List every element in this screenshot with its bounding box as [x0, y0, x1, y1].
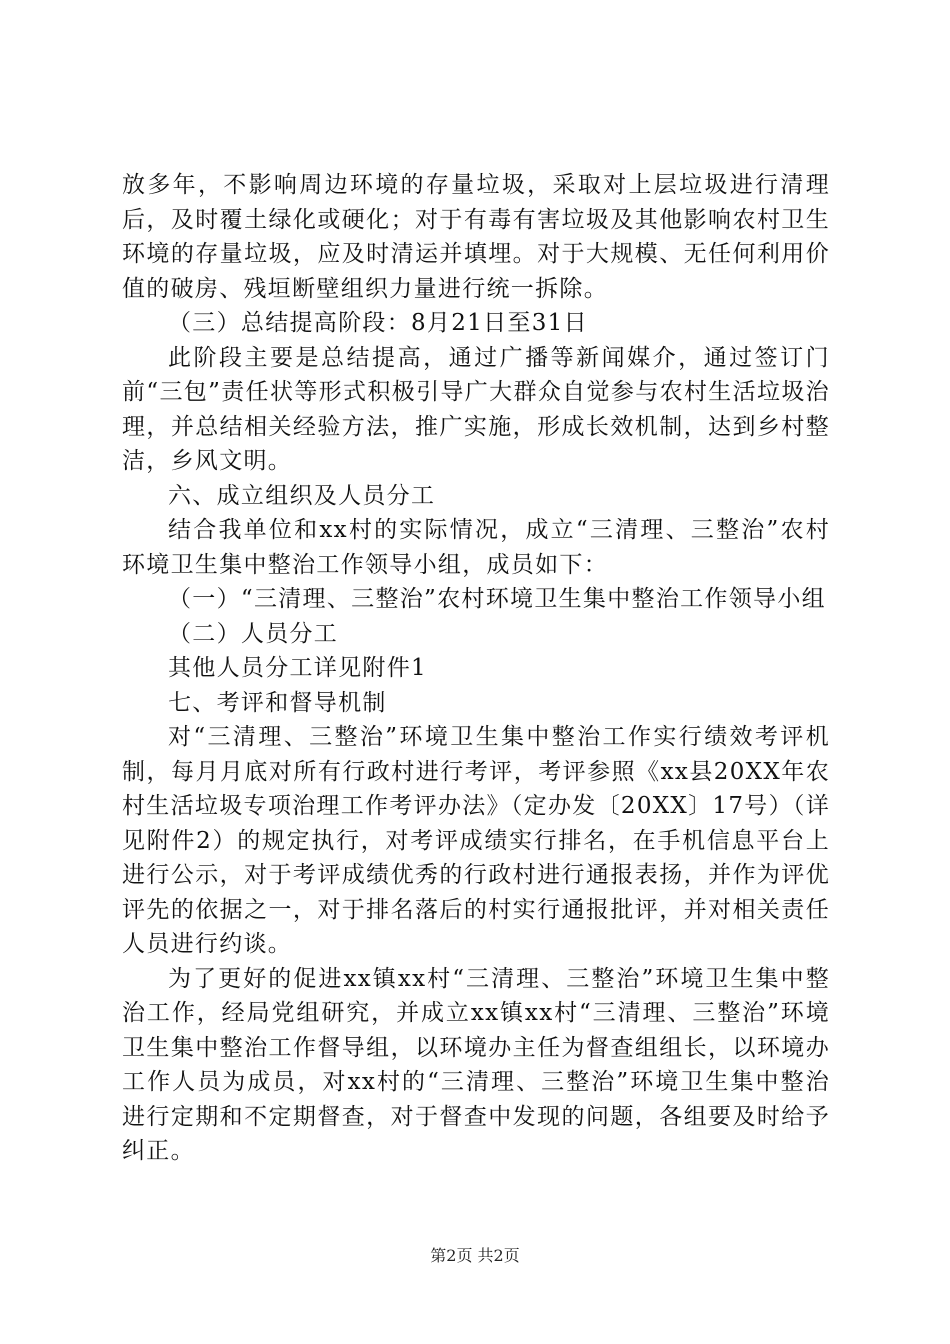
section-seven-heading: 七、考评和督导机制	[168, 689, 387, 716]
page-footer: 第2页 共2页	[430, 1246, 520, 1265]
paragraph-supervision-group: 为了更好的促进xx镇xx村“三清理、三整治”环境卫生集中整治工作，经局党组研究，并成立xx镇xx村“三清理、三整治”环境卫生集中整治工作督导组，以环境办主任为督查组组长，以环境办工作人员为成员，对xx村的“三清理、三整治”环境卫生集中整治进行定期和不定期督查，对于督查中发现的问题，各组要及时给予纠正。	[122, 965, 830, 1164]
paragraph-staff-division-heading: （二）人员分工	[168, 620, 339, 647]
paragraph-stage-three-heading: （三）总结提高阶段：8月21日至31日	[168, 310, 588, 336]
paragraph-leadership-group: 结合我单位和xx村的实际情况，成立“三清理、三整治”农村环境卫生集中整治工作领导小组，成员如下：	[122, 517, 830, 578]
section-six-heading: 六、成立组织及人员分工	[168, 482, 436, 509]
paragraph-evaluation-mechanism: 对“三清理、三整治”环境卫生集中整治工作实行绩效考评机制，每月月底对所有行政村进行考评，考评参照《xx县20XX年农村生活垃圾专项治理工作考评办法》（定办发〔20XX〕17号）（详见附件2）的规定执行，对考评成绩实行排名，在手机信息平台上进行公示，对于考评成绩优秀的行政村进行通报表扬，并作为评优评先的依据之一，对于排名落后的村实行通报批评，并对相关责任人员进行约谈。	[122, 724, 830, 957]
paragraph-continued-cleanup: 放多年，不影响周边环境的存量垃圾，采取对上层垃圾进行清理后，及时覆土绿化或硬化；对于有毒有害垃圾及其他影响农村卫生环境的存量垃圾，应及时清运并填埋。对于大规模、无任何利用价值的破房、残垣断壁组织力量进行统一拆除。	[122, 172, 830, 302]
document-body	[122, 168, 830, 1169]
paragraph-stage-three-body: 此阶段主要是总结提高，通过广播等新闻媒介，通过签订门前“三包”责任状等形式积极引导广大群众自觉参与农村生活垃圾治理，并总结相关经验方法，推广实施，形成长效机制，达到乡村整洁，乡风文明。	[122, 344, 830, 474]
paragraph-leadership-subheading: （一）“三清理、三整治”农村环境卫生集中整治工作领导小组	[168, 586, 826, 612]
paragraph-appendix-reference: 其他人员分工详见附件1	[168, 655, 427, 681]
